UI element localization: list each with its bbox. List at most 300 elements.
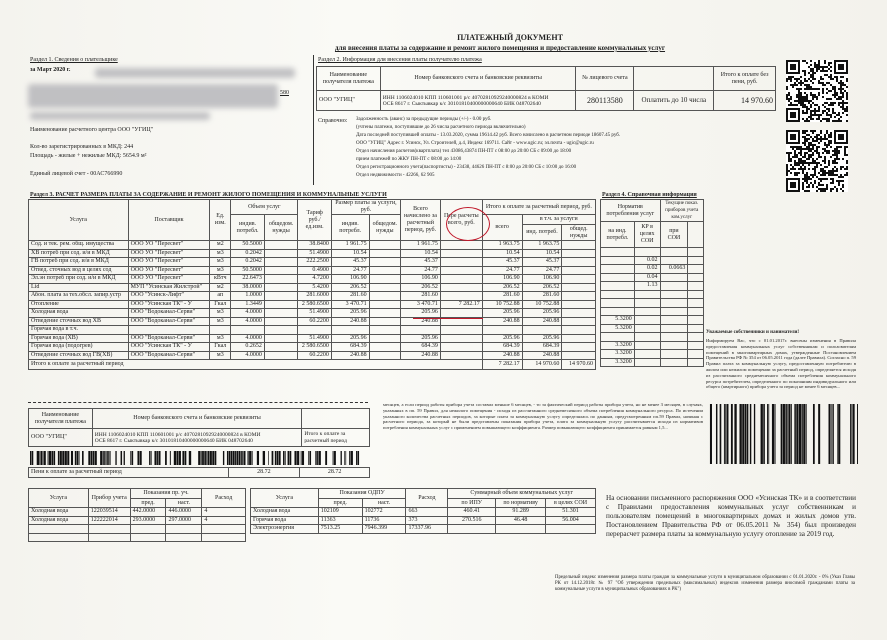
total-label: Итого к оплате за расчетный период	[29, 360, 483, 370]
ref-empty	[688, 307, 704, 316]
cell-acc: 10.54	[401, 249, 441, 258]
recalc-notice: На основании письменного распоряжения ООО «Усинская ТК» и в соответствии с Правилами предоставления коммунальных услуг собственникам и пользователям помещений в многоквартирных домах и жилых домов утв. Постановлением Правительства РФ от 06.05.2011 № 354) был произведен перерасчет размера платы за коммунальную услугу отопление за 2019 год.	[606, 494, 856, 538]
cell-tp-com	[562, 334, 596, 343]
cell-tariff: 51.4900	[298, 249, 332, 258]
cell-com	[264, 343, 298, 352]
ref-ind	[601, 307, 635, 316]
cell-acc: 240.88	[401, 317, 441, 326]
section1-header: Раздел 1. Сведения о плательщике	[30, 57, 118, 63]
ref-label: Справочно:	[318, 118, 348, 124]
cell-unit: м3	[210, 258, 231, 267]
cell-com	[264, 258, 298, 267]
cell-service: Горячая вода (подогрев)	[29, 343, 129, 352]
cell-tariff: 2 580.6500	[298, 343, 332, 352]
cell-tp-com	[562, 300, 596, 309]
odpu-row	[251, 516, 596, 525]
cell-ch-com	[369, 241, 400, 250]
cell-recalc	[440, 266, 482, 275]
reference-row	[601, 341, 704, 350]
charge-row	[29, 266, 596, 275]
slip-col-bank: Номер банковского счета и банковские реквизиты	[92, 409, 302, 429]
cell-unit: м3	[210, 317, 231, 326]
ref-ind: 5.3200	[601, 316, 635, 325]
cell-provider: ООО УО "Пересвет"	[128, 266, 210, 275]
ref-soi	[660, 307, 688, 316]
cell-recalc	[440, 343, 482, 352]
col-topay: Итого к оплате за расчетный период, руб.	[482, 200, 595, 215]
penalty-value: 28.72	[228, 468, 300, 478]
penalty-value-2: 28.72	[300, 468, 370, 478]
cell-tp-ind: 106.90	[522, 275, 562, 284]
cell-acc: 24.77	[401, 266, 441, 275]
cell-provider: ООО УО "Пересвет"	[128, 241, 210, 250]
cell-ind: 4.0000	[231, 317, 265, 326]
odpu-cur: 7946.399	[362, 525, 406, 534]
cell-provider: МУП "Усинская Жилстрой"	[128, 283, 210, 292]
bank-line2: ОСБ 8617 г. Сыктывкар к/с 30101810400000000640 БИК 048702640	[382, 100, 541, 107]
odpu-service: Горячая вода	[251, 516, 319, 525]
cell-com	[264, 292, 298, 301]
cell-unit: м3	[210, 249, 231, 258]
cell-tariff: 0.4900	[298, 266, 332, 275]
cell-com	[264, 241, 298, 250]
cell-service: Абон. плата за тех.обсл. запир.устр	[29, 292, 129, 301]
ref-kr	[634, 324, 660, 333]
registered-count: Кол-во зарегистрированных в МКД: 244	[30, 144, 134, 150]
reference-row	[601, 299, 704, 308]
meters-table	[28, 488, 246, 542]
reference-row	[601, 282, 704, 291]
cell-service: Сод. и тек. рем. общ. имущества	[29, 241, 129, 250]
ref-empty	[688, 248, 704, 257]
reference-row	[601, 350, 704, 359]
cell-unit	[210, 326, 231, 335]
cell-tp-com	[562, 351, 596, 360]
ref-soi	[660, 248, 688, 257]
ref-kr	[634, 350, 660, 359]
cell-unit: м3	[210, 309, 231, 318]
odpu-row	[251, 525, 596, 534]
slip-col-recipient: Наименование получателя платежа	[29, 409, 93, 429]
meter-flow: 4	[202, 508, 246, 517]
total-topay: 14 970.60	[522, 360, 562, 370]
col-recipient: Наименование получателя платежа	[317, 67, 381, 91]
ref-empty	[688, 265, 704, 274]
cell-tp-ind: 240.88	[522, 351, 562, 360]
odpu-table	[250, 488, 596, 534]
meter-col-service: Услуга	[29, 489, 89, 508]
cell-ch-com	[369, 266, 400, 275]
col-vol-ind: индив. потребл.	[231, 215, 265, 241]
cell-acc: 45.37	[401, 258, 441, 267]
odpu-flow: 663	[406, 508, 448, 517]
cell-recalc	[440, 249, 482, 258]
cell-tp-ind: 205.96	[522, 334, 562, 343]
cell-acc: 684.39	[401, 343, 441, 352]
cell-recalc	[440, 275, 482, 284]
cell-tp: 684.39	[482, 343, 522, 352]
ref-soi	[660, 256, 688, 265]
cell-tp-ind: 684.39	[522, 343, 562, 352]
ref-soi	[660, 282, 688, 291]
cell-ch-ind: 206.52	[331, 283, 369, 292]
ref-empty	[688, 256, 704, 265]
charge-row	[29, 351, 596, 360]
cell-tp: 206.52	[482, 283, 522, 292]
cell-service: ГВ потреб при сод. и/и в МКД	[29, 258, 129, 267]
cell-service: Горячая вода (ХВ)	[29, 334, 129, 343]
col-service: Услуга	[29, 200, 129, 241]
qr-code-top	[786, 60, 848, 122]
meter-cur: 446.0000	[166, 508, 202, 517]
bank-line1: ИНН 1106024010 КПП 110601001 р/с 40702810929240000824 в КОМИ	[382, 94, 549, 101]
meter-cur: 297.0000	[166, 516, 202, 525]
cell-com	[264, 275, 298, 284]
cell-service: Отведение сточных вод ХВ	[29, 317, 129, 326]
col-tp-total: всего	[482, 215, 522, 241]
cell-unit: м3	[210, 334, 231, 343]
cell-provider: ООО "Водоканал-Серви"	[128, 334, 210, 343]
ref-line: прием платежей по ЖКУ ПН-ПТ с 08:00 до 14:00	[356, 157, 462, 162]
ref-ind	[601, 248, 635, 257]
cell-recalc	[440, 351, 482, 360]
cell-com	[264, 317, 298, 326]
cell-ch-ind	[331, 326, 369, 335]
ref-ind	[601, 273, 635, 282]
cell-ch-ind: 10.54	[331, 249, 369, 258]
odpu-cur: 102772	[362, 508, 406, 517]
cell-unit: м2	[210, 241, 231, 250]
cell-ch-ind: 205.96	[331, 334, 369, 343]
ref-empty	[688, 299, 704, 308]
odpu-ipu: 460.41	[448, 508, 496, 517]
penalty-label: Пени к оплате за расчетный период	[29, 468, 229, 478]
col-unit: Ед. изм.	[210, 200, 231, 241]
odpu-ipu	[448, 525, 496, 534]
cell-tariff: 60.2200	[298, 317, 332, 326]
odpu-col-service: Услуга	[251, 489, 319, 508]
odpu-norm	[496, 525, 546, 534]
footer-text: Предельный индекс изменения размера платы граждан за коммунальные услуги в муниципальном образовании с 01.01.2020г. - 0% (Указ Главы РК от 14.12.2018г. № 97 "Об утверждении предельных (максимальных) индексов изменения размера вносимой гражданами платы за коммунальные услуги в муниципальных образованиях в РК")	[555, 575, 855, 592]
cell-com	[264, 300, 298, 309]
col-charge: Размер платы за услуги, руб.	[331, 200, 400, 215]
cell-acc: 1 961.75	[401, 241, 441, 250]
ref-empty	[688, 290, 704, 299]
cell-tp-ind: 1 963.75	[522, 241, 562, 250]
cell-recalc	[440, 309, 482, 318]
cell-ch-ind: 24.77	[331, 266, 369, 275]
cell-ind: 0.2042	[231, 258, 265, 267]
slip-recipient: ООО "УГИЦ"	[29, 429, 93, 447]
cell-provider: ООО УО "Пересвет"	[128, 258, 210, 267]
cell-tp: 240.88	[482, 351, 522, 360]
odpu-prev: 7513.25	[318, 525, 362, 534]
section2-header: Раздел 2. Информация для внесения платы получателю платежа	[318, 57, 482, 63]
meter-service: Холодная вода	[29, 508, 89, 517]
cell-tariff: 222.2500	[298, 258, 332, 267]
cell-acc: 281.60	[401, 292, 441, 301]
page-number: 580	[280, 90, 289, 96]
cell-service: Отведение сточных вод ГВ(ХВ)	[29, 351, 129, 360]
cell-recalc	[440, 258, 482, 267]
cell-ch-com	[369, 249, 400, 258]
col-total: Итого к оплате без пени, руб.	[714, 67, 776, 91]
ref-empty	[688, 273, 704, 282]
cell-tariff: 51.4900	[298, 334, 332, 343]
cell-ch-ind: 684.39	[331, 343, 369, 352]
ref-ind: 5.3200	[601, 324, 635, 333]
cell-unit: кВтч	[210, 275, 231, 284]
odpu-col-prev: пред.	[318, 499, 362, 508]
ref-kr: 0.02	[634, 256, 660, 265]
odpu-norm: 46.48	[496, 516, 546, 525]
cell-tp-ind	[522, 326, 562, 335]
ref-ind	[601, 265, 635, 274]
ref-block	[356, 117, 776, 179]
ref-soi	[660, 358, 688, 367]
reference-row	[601, 273, 704, 282]
cell-ind: 4.0000	[231, 351, 265, 360]
cell-recalc	[440, 334, 482, 343]
ref-kr	[634, 341, 660, 350]
cell-recalc	[440, 326, 482, 335]
ref-ind: 3.3200	[601, 341, 635, 350]
cell-tp-com	[562, 326, 596, 335]
doc-title: ПЛАТЕЖНЫЙ ДОКУМЕНТ	[457, 33, 563, 42]
reference-row	[601, 333, 704, 342]
cell-tp-com	[562, 343, 596, 352]
cell-service: Горячая вода в т.ч.	[29, 326, 129, 335]
cell-service: Холодная вода	[29, 309, 129, 318]
ref-kr: 0.02	[634, 265, 660, 274]
meter-prev: 293.0000	[130, 516, 166, 525]
red-circle-annotation	[446, 207, 490, 241]
slip-bank-line1: ИНН 1106024010 КПП 110601001 р/с 40702810929240000824 в КОМИ	[94, 431, 261, 438]
cell-unit: м3	[210, 351, 231, 360]
total-recalc: 7 282.17	[482, 360, 522, 370]
ref-soi	[660, 273, 688, 282]
cell-service: Эл.эн потреб при сод. и/и в МКД	[29, 275, 129, 284]
charge-row	[29, 343, 596, 352]
cell-ch-ind: 281.60	[331, 292, 369, 301]
odpu-col-norm: по нормативу	[496, 499, 546, 508]
cell-com	[264, 283, 298, 292]
odpu-row	[251, 508, 596, 517]
cell-tp-com	[562, 249, 596, 258]
cell-acc: 206.52	[401, 283, 441, 292]
legal-text: месяцев, а если период работы прибора учета составил меньше 6 месяцев, - то за фактический период работы прибора учета, но не менее 3 месяцев, в случаях, указанных в пп. 59 Правил, для нежилого помещения - исходя из рассчитанного среднемесячного объема потребления коммунального ресурса. По истечении указанного количества расчетных периодов, за которые плата за коммунальную услугу определялась по данным, предусмотренным пп.59 Правил, начиная с расчетного периода, за который не были представлены показания прибора учета, плата за коммунальную услугу рассчитывается исходя из нормативов потребления коммунальных услуг с применением повышающего коэффициента. Размер повышающего коэффициента принимается равным 1,5...	[383, 402, 703, 431]
meter-col-flow: Расход	[202, 489, 246, 508]
cell-ch-com	[369, 292, 400, 301]
col-kr: КР в целях СОИ	[634, 222, 660, 248]
odpu-ipu: 270.516	[448, 516, 496, 525]
cell-ind: 0.2652	[231, 343, 265, 352]
cell-ch-com	[369, 275, 400, 284]
meter-col-prev: пред.	[130, 499, 166, 508]
cell-ind: 0.2042	[231, 249, 265, 258]
meter-row	[29, 508, 246, 517]
charge-row	[29, 334, 596, 343]
col-volume: Объем услуг	[231, 200, 298, 215]
cell-ch-ind: 240.88	[331, 351, 369, 360]
ref-kr	[634, 333, 660, 342]
cell-acc: 205.96	[401, 309, 441, 318]
cell-tp	[482, 326, 522, 335]
qr-code-second	[786, 130, 848, 192]
payment-slip-table	[28, 408, 370, 447]
cell-ch-com	[369, 334, 400, 343]
cell-ch-com	[369, 351, 400, 360]
col-accrued: Всего начислено за расчетный период, руб.	[401, 200, 441, 241]
cell-com	[264, 334, 298, 343]
ref-soi	[660, 333, 688, 342]
ref-line: Отдел начисления расчетов(квартплата) тел 43086,43874 ПН-ПТ с 08:00 до 20:00 СБ с 09:00 до 18:00	[356, 149, 572, 154]
cell-service: Lid	[29, 283, 129, 292]
odpu-flow: 373	[406, 516, 448, 525]
barcode-slip	[30, 451, 360, 465]
ref-line: Дата последней поступившей оплаты - 13.03.2020, сумма 19614.42 руб. Всего начислено в расчетном периоде 18607.45 руб.	[356, 133, 621, 138]
ref-soi	[660, 316, 688, 325]
cell-ch-com	[369, 326, 400, 335]
total-no-penalty: 14 970.60	[714, 91, 776, 111]
cell-ind	[231, 326, 265, 335]
cell-provider: ООО УО "Пересвет"	[128, 275, 210, 284]
recipient-name: ООО "УГИЦ"	[317, 91, 381, 111]
cell-tariff: 60.2200	[298, 351, 332, 360]
ref-line: ООО "УГИЦ" Адрес г. Усинск, Ул. Строителей, д.4, Индекс 169711. Сайт - www.ugic.ru; эл.почта - ugic@ugic.ru	[356, 141, 594, 146]
cell-tp: 106.90	[482, 275, 522, 284]
cell-acc: 106.90	[401, 275, 441, 284]
odpu-soi	[546, 525, 596, 534]
cell-recalc	[440, 283, 482, 292]
cell-com	[264, 309, 298, 318]
odpu-col-cur: наст.	[362, 499, 406, 508]
slip-total-label: Итого к оплате за расчетный период	[302, 429, 370, 447]
mkd-area: Площадь - жилые + нежилые МКД: 5654.9 м²	[30, 153, 147, 159]
reference-row	[601, 307, 704, 316]
meter-device: 122222014	[88, 516, 130, 525]
cell-service: Отвед. сточных вод в целях сод	[29, 266, 129, 275]
ref-empty	[688, 350, 704, 359]
ref-soi	[660, 290, 688, 299]
odpu-col-flow: Расход	[406, 489, 448, 508]
col-tp-ind: инд. потреб.	[522, 225, 562, 241]
reference-row	[601, 256, 704, 265]
charge-row	[29, 317, 596, 326]
odpu-flow: 17337.96	[406, 525, 448, 534]
charge-row	[29, 258, 596, 267]
cell-ch-ind: 45.37	[331, 258, 369, 267]
cell-acc	[401, 326, 441, 335]
cell-com	[264, 326, 298, 335]
odpu-col-sum: Суммарный объем коммунальных услуг	[448, 489, 596, 499]
col-recalc: Пере расчеты всего, руб.	[440, 200, 482, 241]
cell-tp-com	[562, 317, 596, 326]
col-tariff: Тариф руб./ ед.изм.	[298, 200, 332, 241]
cell-unit: м3	[210, 266, 231, 275]
ref-ind	[601, 282, 635, 291]
cell-ch-com	[369, 300, 400, 309]
cell-provider: ООО "Водоканал-Серви"	[128, 351, 210, 360]
reference-row	[601, 358, 704, 367]
col-ch-ind: индив. потребл.	[331, 215, 369, 241]
cell-ch-ind: 3 470.71	[331, 300, 369, 309]
ref-ind	[601, 290, 635, 299]
cell-acc: 240.88	[401, 351, 441, 360]
ref-line: Задолженность (аванс) за предыдущие периоды (+/-) - 0.00 руб.	[356, 117, 492, 122]
meter-col-readings: Показания пр. уч.	[130, 489, 202, 499]
cell-ch-com	[369, 309, 400, 318]
cell-provider: ООО "Усинская ТК" - У	[128, 343, 210, 352]
charge-row	[29, 326, 596, 335]
els-number: Единый лицевой счет - 00АС766990	[30, 171, 123, 177]
ref-kr	[634, 248, 660, 257]
ref-empty	[688, 333, 704, 342]
odpu-col-readings: Показания ОДПУ	[318, 489, 406, 499]
cell-tariff: 5.4200	[298, 283, 332, 292]
reference-row	[601, 290, 704, 299]
meter-row-empty	[29, 533, 246, 542]
cell-provider: ООО "Водоканал-Серви"	[128, 317, 210, 326]
cell-recalc: 7 282.17	[440, 300, 482, 309]
recipient-table	[316, 66, 776, 111]
redacted-address	[28, 84, 278, 108]
cell-com	[264, 266, 298, 275]
odpu-prev: 102109	[318, 508, 362, 517]
cell-tp-ind: 24.77	[522, 266, 562, 275]
cell-tp: 281.60	[482, 292, 522, 301]
cell-ch-ind: 240.88	[331, 317, 369, 326]
reference-row	[601, 248, 704, 257]
cell-tp-ind: 206.52	[522, 283, 562, 292]
cell-tp-ind: 45.37	[522, 258, 562, 267]
barcode-right	[708, 404, 858, 464]
cell-tp-com	[562, 266, 596, 275]
cell-tp-com	[562, 241, 596, 250]
cell-tp-com	[562, 309, 596, 318]
section4-header: Раздел 4. Справочная информация	[602, 192, 697, 198]
cell-tp-com	[562, 275, 596, 284]
notice-block	[706, 330, 856, 390]
cell-ch-com	[369, 343, 400, 352]
cell-provider: ООО "Водоканал-Серви"	[128, 309, 210, 318]
redacted-line	[30, 112, 210, 120]
meter-col-cur: наст.	[166, 499, 202, 508]
cell-tp-ind: 10.54	[522, 249, 562, 258]
cell-ind: 1.3449	[231, 300, 265, 309]
ref-empty	[688, 282, 704, 291]
cell-tariff: 4.7200	[298, 275, 332, 284]
cell-ch-com	[369, 258, 400, 267]
ref-line: (учтены платежи, поступившие до 26 числа расчетного периода включительно)	[356, 125, 526, 130]
ref-ind	[601, 333, 635, 342]
col-bank: Номер банковского счета и банковские реквизиты	[380, 67, 576, 91]
redacted-payer	[95, 68, 295, 78]
total-ind: 14 970.60	[562, 360, 596, 370]
cell-ch-com	[369, 283, 400, 292]
meter-flow: 4	[202, 516, 246, 525]
cell-tp: 1 963.75	[482, 241, 522, 250]
cell-tariff: 51.4900	[298, 309, 332, 318]
ref-kr	[634, 358, 660, 367]
charge-row	[29, 249, 596, 258]
cell-tariff: 38.8400	[298, 241, 332, 250]
cell-ind: 4.0000	[231, 309, 265, 318]
ref-ind: 3.3200	[601, 350, 635, 359]
ref-empty	[688, 341, 704, 350]
notice-text: Информируем Вас, что с 01.01.2017г. внесены изменения в Правила предоставления коммунальных услуг собственникам и пользователям помещений в многоквартирных домах, утвержденные Постановлением Правительства РФ № 354 от 06.05.2011 года (далее Правила). Согласно п. 59 Правил плата за коммунальную услугу, предоставленную потребителю в жилом или нежилом помещении за расчетный период, определяется исходя из рассчитанного среднемесячного объема потребления коммунального ресурса потребителем, определенного по показаниям индивидуального или общего (квартирного) прибора учета за период не менее 6 месяцев...	[706, 338, 856, 390]
red-underline-annotation	[413, 318, 483, 319]
